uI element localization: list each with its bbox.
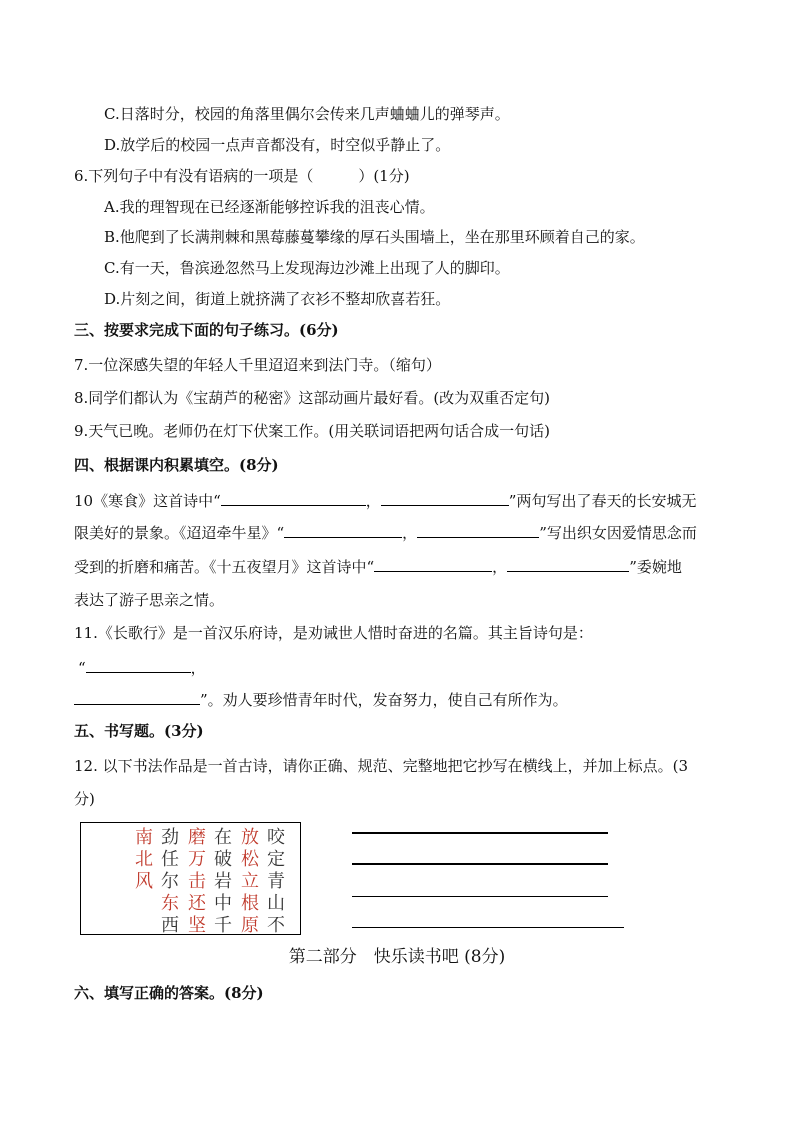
question-6: 6.下列句子中有没有语病的一项是（ ）(1分) [74,167,410,185]
section-4-heading: 四、根据课内积累填空。(8分) [74,456,279,474]
q10-comma: ， [492,558,508,576]
question-8: 8.同学们都认为《宝葫芦的秘密》这部动画片最好看。(改为双重否定句) [74,389,551,407]
question-11-line-3 [74,689,568,710]
calligraphy-char: 任 [161,849,179,870]
calligraphy-column [238,827,262,937]
calligraphy-artwork [80,822,301,935]
question-11-line-2 [78,657,206,678]
calligraphy-char: 劲 [161,827,179,848]
calligraphy-char: 万 [188,849,206,870]
calligraphy-char: 破 [214,849,232,870]
section-5-heading: 五、书写题。(3分) [74,722,204,740]
calligraphy-char: 西 [161,915,179,936]
calligraphy-char: 山 [267,893,285,914]
answer-blank[interactable] [374,556,492,572]
section-6-heading: 六、填写正确的答案。(8分) [74,984,264,1002]
calligraphy-char: 根 [241,893,259,914]
copy-answer-line[interactable] [352,896,608,897]
calligraphy-char: 不 [267,915,285,936]
copy-answer-line[interactable] [352,832,608,834]
q6-option-d: D.片刻之间，街道上就挤满了衣衫不整却欣喜若狂。 [104,290,451,308]
question-10-line-3 [74,556,682,577]
calligraphy-char: 东 [161,893,179,914]
question-9: 9.天气已晚。老师仍在灯下伏案工作。(用关联词语把两句话合成一句话) [74,422,551,440]
calligraphy-char: 咬 [267,827,285,848]
calligraphy-column [185,827,209,937]
question-10-line-2 [74,522,697,543]
question-12-line-2: 分) [74,790,95,808]
calligraphy-char: 青 [267,871,285,892]
calligraphy-char: 松 [241,849,259,870]
calligraphy-char: 坚 [188,915,206,936]
q5-option-c: C.日落时分，校园的角落里偶尔会传来几声蛐蛐儿的弹琴声。 [104,105,510,123]
calligraphy-char: 尔 [161,871,179,892]
calligraphy-column [132,827,156,893]
answer-blank[interactable] [74,689,200,705]
calligraphy-char: 北 [135,849,153,870]
q10-text: ”写出织女因爱情思念而 [539,524,697,542]
q10-comma: ， [402,524,418,542]
question-10-line-4: 表达了游子思亲之情。 [74,591,225,609]
calligraphy-char: 磨 [188,827,206,848]
answer-blank[interactable] [221,490,366,506]
answer-blank[interactable] [381,490,509,506]
calligraphy-column [158,827,182,937]
calligraphy-char: 岩 [214,871,232,892]
calligraphy-char: 立 [241,871,259,892]
calligraphy-char: 击 [188,871,206,892]
q10-comma: ， [365,492,381,510]
question-12-line-1: 12. 以下书法作品是一首古诗，请你正确、规范、完整地把它抄写在横线上，并加上标点。(3 [74,757,689,775]
calligraphy-column [264,827,288,937]
answer-blank[interactable] [86,657,191,673]
open-quote: “ [78,659,86,677]
question-11: 11.《长歌行》是一首汉乐府诗，是劝诫世人惜时奋进的名篇。其主旨诗句是： [74,624,593,642]
calligraphy-char: 放 [241,827,259,848]
question-10-line-1 [74,490,696,511]
calligraphy-char: 千 [214,915,232,936]
q10-text: ”委婉地 [629,558,682,576]
q6-option-a: A.我的理智现在已经逐渐能够控诉我的沮丧心情。 [104,198,435,216]
q6-option-c: C.有一天，鲁滨逊忽然马上发现海边沙滩上出现了人的脚印。 [104,259,510,277]
q10-text: ”两句写出了春天的长安城无 [508,492,697,510]
q11-comma: ， [190,659,206,677]
copy-answer-line[interactable] [352,863,608,865]
calligraphy-column [211,827,235,937]
calligraphy-char: 还 [188,893,206,914]
q5-option-d: D.放学后的校园一点声音都没有，时空似乎静止了。 [104,136,451,154]
q10-text: 限美好的景象。《迢迢牵牛星》“ [74,524,285,542]
calligraphy-char: 风 [135,871,153,892]
calligraphy-char: 定 [267,849,285,870]
q11-text: ”。劝人要珍惜青年时代，发奋努力，使自己有所作为。 [200,691,568,709]
q6-option-b: B.他爬到了长满荆棘和黑莓藤蔓攀缘的厚石头围墙上，坐在那里环顾着自己的家。 [104,228,645,246]
answer-blank[interactable] [507,556,629,572]
calligraphy-char: 原 [241,915,259,936]
q10-text: 受到的折磨和痛苦。《十五夜望月》这首诗中“ [74,558,375,576]
answer-blank[interactable] [417,522,539,538]
q10-text: 10《寒食》这首诗中“ [74,492,221,510]
part-2-title: 第二部分 快乐读书吧 (8分) [288,947,506,967]
question-7: 7.一位深感失望的年轻人千里迢迢来到法门寺。（缩句） [74,356,441,374]
section-3-heading: 三、按要求完成下面的句子练习。(6分) [74,321,339,339]
calligraphy-char: 在 [214,827,232,848]
calligraphy-char: 中 [214,893,232,914]
answer-blank[interactable] [284,522,402,538]
calligraphy-char: 南 [135,827,153,848]
copy-answer-line[interactable] [352,927,624,928]
